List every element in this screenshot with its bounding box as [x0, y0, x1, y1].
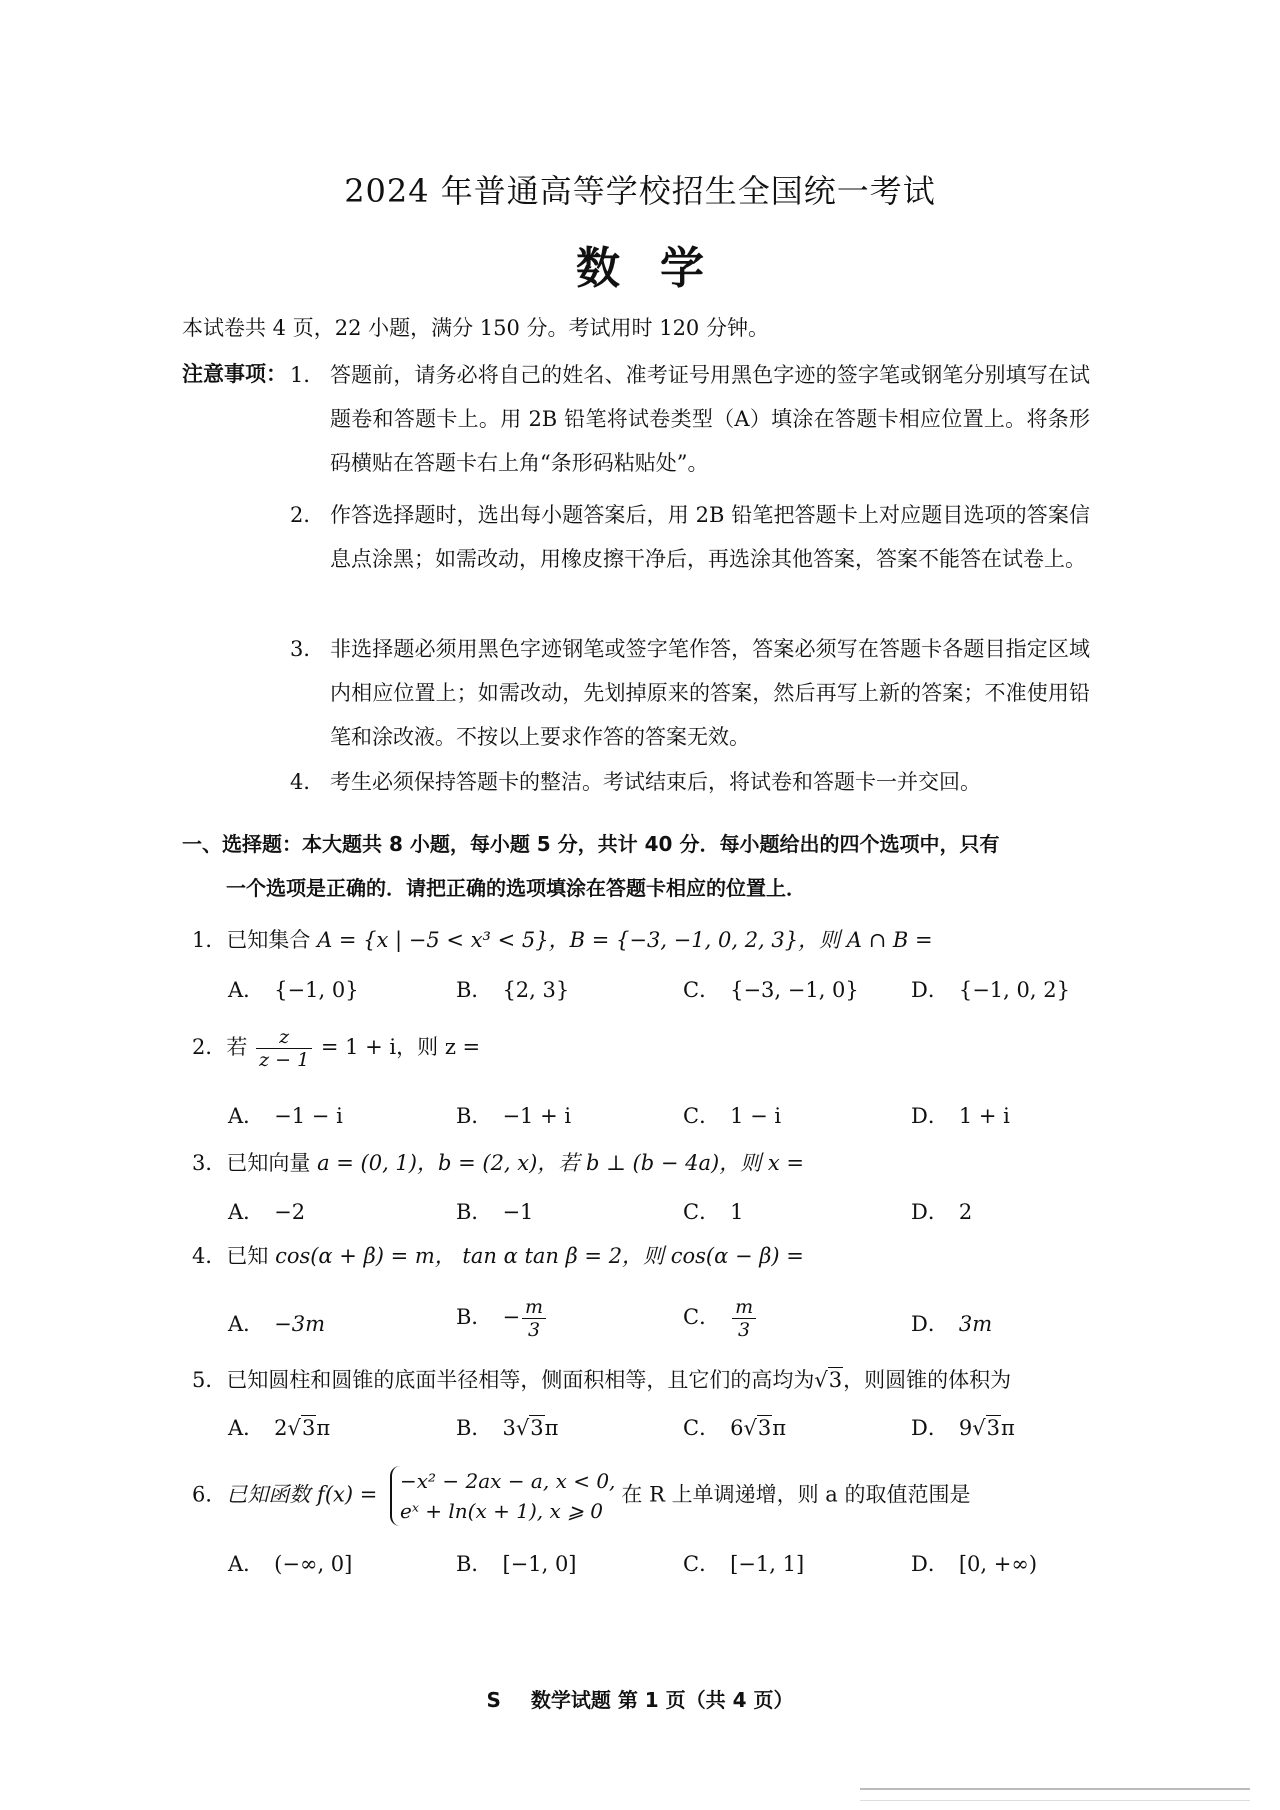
option-coef: 3 [502, 1416, 516, 1440]
exam-title: 2024 年普通高等学校招生全国统一考试 [344, 172, 936, 210]
option-c[interactable] [683, 1548, 804, 1578]
option-text: −2 [274, 1200, 306, 1224]
option-a[interactable] [228, 1548, 352, 1578]
question-4 [192, 1240, 804, 1270]
sqrt-sign: √ [287, 1416, 301, 1440]
option-a[interactable] [228, 1196, 305, 1226]
option-label: D． [911, 1552, 949, 1576]
option-label: C． [683, 1200, 721, 1224]
option-label: A． [228, 1104, 265, 1128]
fraction-numerator: m [522, 1296, 546, 1319]
question-3 [192, 1147, 804, 1177]
option-label: A． [228, 1552, 265, 1576]
option-label: A． [228, 1312, 265, 1336]
note-number: 2． [290, 503, 325, 527]
option-coef: 2 [274, 1416, 288, 1440]
option-tail: π [772, 1416, 787, 1440]
option-b[interactable] [456, 1100, 571, 1130]
option-d[interactable] [911, 974, 1070, 1004]
option-tail: π [544, 1416, 559, 1440]
fraction [522, 1296, 546, 1341]
option-c[interactable] [683, 1196, 743, 1226]
note-number: 1． [290, 363, 325, 387]
note-item [290, 760, 1090, 804]
option-text: 3m [958, 1312, 993, 1336]
radicand: 3 [757, 1416, 772, 1440]
sqrt-sign: √ [743, 1416, 757, 1440]
question-stem: ，则圆锥的体积为 [843, 1368, 1012, 1392]
option-text: 1 − i [730, 1104, 782, 1128]
radicand: 3 [530, 1416, 544, 1440]
option-label: A． [228, 1416, 265, 1440]
option-text: [0, +∞) [958, 1552, 1038, 1576]
option-text: [−1, 1] [730, 1552, 805, 1576]
question-prefix: 已知函数 f(x) = [226, 1482, 384, 1507]
option-text: {2, 3} [502, 978, 570, 1002]
option-b[interactable] [456, 1196, 533, 1226]
option-c[interactable] [683, 974, 859, 1004]
option-b[interactable] [456, 974, 569, 1004]
option-text: (−∞, 0] [274, 1552, 353, 1576]
option-c[interactable] [683, 1412, 786, 1442]
option-d[interactable] [911, 1100, 1010, 1130]
fraction-denominator: 3 [528, 1319, 541, 1341]
question-stem: = 1 + i，则 z = [314, 1035, 481, 1059]
note-text: 答题前，请务必将自己的姓名、准考证号用黑色字迹的签字笔或钢笔分别填写在试题卷和答题卡上。用 2B 铅笔将试卷类型（A）填涂在答题卡相应位置上。将条形码横贴在答题卡右上角“条形码粘贴处”。 [330, 363, 1090, 475]
option-c[interactable] [683, 1100, 781, 1130]
piecewise-case-2: eˣ + ln(x + 1), x ⩾ 0 [400, 1499, 603, 1523]
notes-label: 注意事项： [182, 362, 287, 386]
question-stem: a = (0, 1)，b = (2, x)，若 b ⊥ (b − 4a)，则 x = [317, 1151, 804, 1175]
note-item [290, 493, 1090, 581]
option-coef: 6 [730, 1416, 744, 1440]
question-number: 5． [192, 1368, 227, 1392]
page-footer [0, 1684, 1280, 1713]
option-label: B． [456, 1552, 493, 1576]
question-prefix: 已知向量 [226, 1151, 318, 1175]
note-text: 非选择题必须用黑色字迹钢笔或签字笔作答，答案必须写在答题卡各题目指定区域内相应位置上；如需改动，先划掉原来的答案，然后再写上新的答案；不准使用铅笔和涂改液。不按以上要求作答的答案无效。 [330, 637, 1090, 749]
note-number: 4． [290, 770, 325, 794]
fraction-numerator: m [732, 1296, 756, 1319]
note-number: 3． [290, 637, 325, 661]
option-label: D． [911, 1104, 949, 1128]
question-number: 6． [192, 1482, 227, 1507]
option-text: −1 − i [274, 1104, 343, 1128]
option-b[interactable] [456, 1548, 577, 1578]
section-heading-line1: 一、选择题：本大题共 8 小题，每小题 5 分，共计 40 分．每小题给出的四个选项中，只有 [182, 832, 1000, 856]
question-prefix: 已知 [226, 1244, 276, 1268]
question-stem: 在 R 上单调递增，则 a 的取值范围是 [621, 1482, 971, 1507]
option-label: D． [911, 1416, 949, 1440]
radicand: 3 [828, 1368, 843, 1392]
fraction [732, 1296, 756, 1341]
question-number: 1． [192, 928, 227, 952]
option-label: C． [683, 1305, 721, 1329]
option-b[interactable] [456, 1412, 558, 1442]
note-item [290, 627, 1090, 759]
option-text: 2 [958, 1200, 973, 1224]
option-label: C． [683, 1552, 721, 1576]
paper-code: S [486, 1688, 501, 1712]
exam-intro: 本试卷共 4 页，22 小题，满分 150 分。考试用时 120 分钟。 [182, 316, 769, 340]
option-label: B． [456, 978, 493, 1002]
note-text: 考生必须保持答题卡的整洁。考试结束后，将试卷和答题卡一并交回。 [330, 770, 981, 794]
option-a[interactable] [228, 1412, 330, 1442]
option-d[interactable] [911, 1196, 972, 1226]
question-number: 4． [192, 1244, 227, 1268]
option-tail: π [316, 1416, 331, 1440]
piecewise-case-1: −x² − 2ax − a, x < 0, [400, 1469, 616, 1493]
option-d[interactable] [911, 1548, 1037, 1578]
sqrt-sign: √ [972, 1416, 986, 1440]
option-label: B． [456, 1200, 493, 1224]
option-label: B． [456, 1416, 493, 1440]
radicand: 3 [301, 1416, 316, 1440]
note-text: 作答选择题时，选出每小题答案后，用 2B 铅笔把答题卡上对应题目选项的答案信息点涂黑；如需改动，用橡皮擦干净后，再选涂其他答案，答案不能答在试卷上。 [330, 503, 1090, 571]
option-label: D． [911, 1312, 949, 1336]
question-stem: cos(α + β) = m， tan α tan β = 2，则 cos(α − β) = [275, 1244, 804, 1268]
option-text: −1 + i [502, 1104, 572, 1128]
option-label: B． [456, 1104, 493, 1128]
option-a[interactable] [228, 974, 359, 1004]
section-heading-line2: 一个选项是正确的．请把正确的选项填涂在答题卡相应的位置上． [226, 876, 806, 900]
fraction-denominator: 3 [738, 1319, 751, 1341]
option-text: 1 + i [958, 1104, 1010, 1128]
fraction [256, 1026, 312, 1071]
option-label: A． [228, 1200, 265, 1224]
question-2 [192, 1026, 480, 1071]
option-d[interactable] [911, 1412, 1015, 1442]
option-a[interactable] [228, 1100, 343, 1130]
question-stem: A = {x | −5 < x³ < 5}，B = {−3, −1, 0, 2, 3}，则 A ∩ B = [317, 928, 933, 952]
radicand: 3 [986, 1416, 1000, 1440]
note-item [290, 353, 1090, 485]
option-text: −1 [502, 1200, 534, 1224]
piecewise-function [390, 1466, 615, 1526]
option-label: C． [683, 1416, 721, 1440]
option-label: D． [911, 978, 949, 1002]
question-6 [192, 1466, 970, 1526]
question-prefix: 已知圆柱和圆锥的底面半径相等，侧面积相等，且它们的高均为 [226, 1368, 815, 1392]
question-prefix: 已知集合 [226, 928, 318, 952]
option-d[interactable] [911, 1308, 992, 1338]
option-text: {−1, 0} [274, 978, 359, 1002]
option-label: A． [228, 978, 265, 1002]
section-heading [182, 822, 1082, 910]
sqrt-sign: √ [515, 1416, 530, 1440]
option-c[interactable] [683, 1296, 758, 1341]
option-text: [−1, 0] [502, 1552, 577, 1576]
option-label: C． [683, 1104, 721, 1128]
question-1 [192, 924, 933, 954]
question-5 [192, 1364, 1011, 1394]
option-text: 1 [730, 1200, 744, 1224]
option-text: {−1, 0, 2} [958, 978, 1070, 1002]
option-sign: − [502, 1305, 521, 1329]
option-label: D． [911, 1200, 949, 1224]
option-text: −3m [274, 1312, 326, 1336]
sqrt-sign: √ [814, 1368, 828, 1392]
question-prefix: 若 [226, 1035, 255, 1059]
option-a[interactable] [228, 1308, 325, 1338]
subject-title: 数学 [576, 243, 744, 294]
page-number-text: 数学试题 第 1 页（共 4 页） [530, 1688, 794, 1712]
option-coef: 9 [958, 1416, 973, 1440]
option-label: C． [683, 978, 721, 1002]
option-text: {−3, −1, 0} [730, 978, 859, 1002]
question-number: 2． [192, 1035, 227, 1059]
question-number: 3． [192, 1151, 227, 1175]
option-b[interactable] [456, 1296, 548, 1341]
fraction-denominator: z − 1 [259, 1049, 310, 1071]
scan-edge-strip [860, 1788, 1250, 1801]
option-label: B． [456, 1305, 493, 1329]
option-tail: π [1000, 1416, 1015, 1440]
fraction-numerator: z [256, 1026, 312, 1049]
